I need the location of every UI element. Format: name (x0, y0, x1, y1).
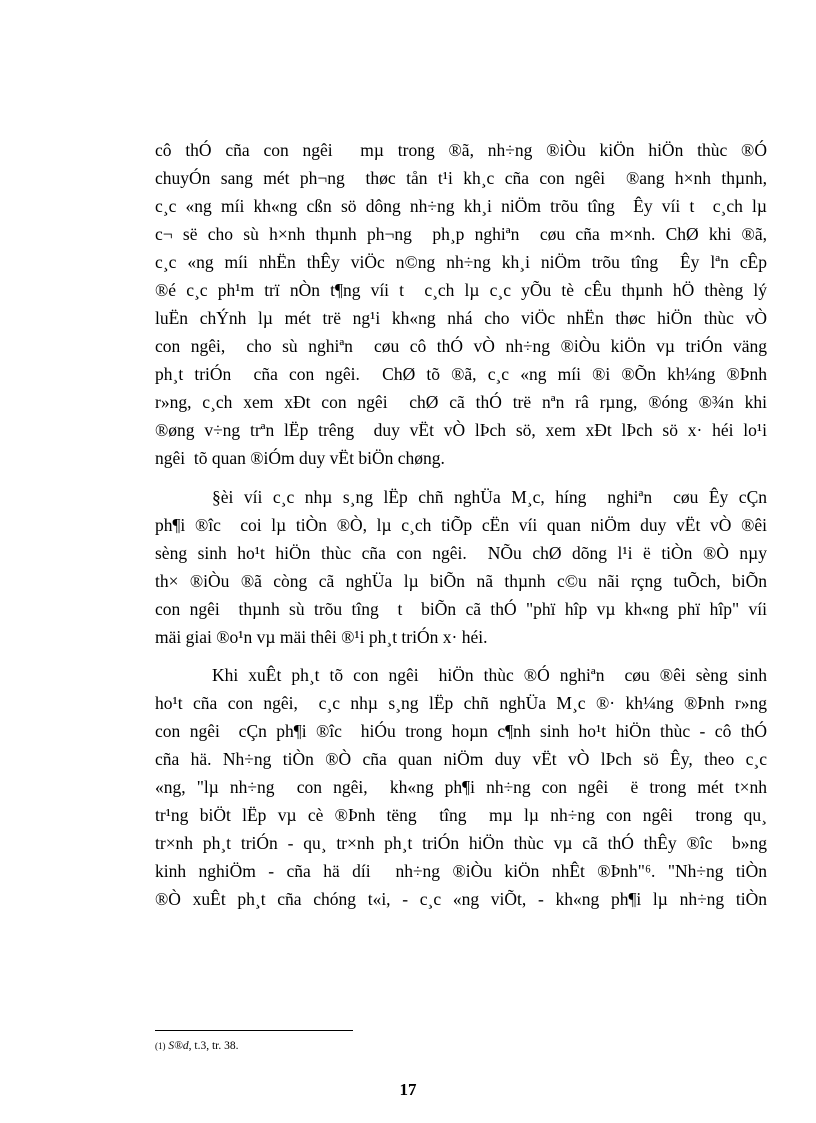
paragraph-2-line-3: sèng sinh ho¹t hiÖn thùc cña con ngêi. NÕu chØ dõng l¹i ë tiÒn ®Ò nµy (155, 543, 767, 563)
paragraph-3-line-4: cña hä. Nh÷ng tiÒn ®Ò cña quan niÖm duy vËt vÒ lÞch sö Êy, theo c¸c (155, 749, 767, 769)
paragraph-3-line-1: Khi xuÊt ph¸t tõ con ngêi hiÖn thùc ®Ó nghiªn cøu ®êi sèng sinh (212, 665, 767, 685)
paragraph-1-line-1: cô thÓ cña con ngêi mµ trong ®ã, nh÷ng ®iÒu kiÖn hiÖn thùc ®Ó (155, 140, 767, 160)
footnote-text: , t.3, tr. 38. (188, 1040, 239, 1052)
paragraph-1-line-7: luËn chÝnh lµ mét trë ng¹i kh«ng nhá cho viÖc nhËn thøc hiÖn thùc vÒ (155, 308, 767, 328)
paragraph-2-line-6: mäi giai ®o¹n vµ mäi thêi ®¹i ph¸t triÓn x· héi. (155, 627, 488, 647)
footnote-marker: (1) (155, 1041, 166, 1051)
paragraph-3-line-2: ho¹t cña con ngêi, c¸c nhµ s¸ng lËp chñ nghÜa M¸c ®· kh¼ng ®Þnh r»ng (155, 693, 767, 713)
footnote-rule (155, 1030, 353, 1031)
paragraph-1-line-5: c¸c «ng míi nhËn thÊy viÖc n©ng nh÷ng kh¸i niÖm trõu tîng Êy lªn cÊp (155, 252, 767, 272)
paragraph-1-line-2: chuyÓn sang mét ph¬ng thøc tån t¹i kh¸c cña con ngêi ®ang h×nh thµnh, (155, 168, 767, 188)
paragraph-3-line-6: tr¹ng biÖt lËp vµ cè ®Þnh tëng tîng mµ lµ nh÷ng con ngêi trong qu¸ (155, 805, 767, 825)
paragraph-1-line-4: c¬ së cho sù h×nh thµnh ph¬ng ph¸p nghiªn cøu cña m×nh. ChØ khi ®ã, (155, 224, 767, 244)
page-number: 17 (399, 1080, 417, 1099)
paragraph-1-line-10: r»ng, c¸ch xem xÐt con ngêi chØ cã thÓ trë nªn râ rµng, ®óng ®¾n khi (155, 392, 767, 412)
paragraph-2-line-1: §èi víi c¸c nhµ s¸ng lËp chñ nghÜa M¸c, híng nghiªn cøu Êy cÇn (212, 487, 767, 507)
footnote-source: S®d (168, 1040, 189, 1052)
paragraph-1-line-8: con ngêi, cho sù nghiªn cøu cô thÓ vÒ nh÷ng ®iÒu kiÖn vµ triÓn väng (155, 336, 767, 356)
paragraph-2-line-5: con ngêi thµnh sù trõu tîng t biÕn cã thÓ "phï hîp vµ kh«ng phï hîp" víi (155, 599, 767, 619)
footnote (155, 1038, 238, 1054)
paragraph-2-line-2: ph¶i ®îc coi lµ tiÒn ®Ò, lµ c¸ch tiÕp cËn víi quan niÖm duy vËt vÒ ®êi (155, 515, 767, 535)
paragraph-3-line-7: tr×nh ph¸t triÓn - qu¸ tr×nh ph¸t triÓn hiÖn thùc vµ cã thÓ thÊy ®îc b»ng (155, 833, 767, 853)
paragraph-3-line-3: con ngêi cÇn ph¶i ®îc hiÓu trong hoµn c¶nh sinh ho¹t hiÖn thùc - cô thÓ (155, 721, 767, 741)
paragraph-3-line-5: «ng, "lµ nh÷ng con ngêi, kh«ng ph¶i nh÷ng con ngêi ë trong mét t×nh (155, 777, 767, 797)
paragraph-2-line-4: th× ®iÒu ®ã còng cã nghÜa lµ biÕn nã thµnh c©u nãi rçng tuÕch, biÕn (155, 571, 767, 591)
paragraph-1-line-6: ®é c¸c ph¹m trï nÒn t¶ng víi t c¸ch lµ c¸c yÕu tè cÊu thµnh hÖ thèng lý (155, 280, 767, 300)
paragraph-3-line-8: kinh nghiÖm - cña hä díi nh÷ng ®iÒu kiÖn nhÊt ®Þnh"⁶. "Nh÷ng tiÒn (155, 861, 767, 881)
paragraph-1-line-11: ®øng v÷ng trªn lËp trêng duy vËt vÒ lÞch sö, xem xÐt lÞch sö x· héi lo¹i (155, 420, 767, 440)
paragraph-1-line-9: ph¸t triÓn cña con ngêi. ChØ tõ ®ã, c¸c «ng míi ®i ®Õn kh¼ng ®Þnh (155, 364, 767, 384)
paragraph-1-line-3: c¸c «ng míi kh«ng cßn sö dông nh÷ng kh¸i niÖm trõu tîng Êy víi t c¸ch lµ (155, 196, 767, 216)
paragraph-1-line-12: ngêi tõ quan ®iÓm duy vËt biÖn chøng. (155, 448, 445, 468)
paragraph-3-line-9: ®Ò xuÊt ph¸t cña chóng t«i, - c¸c «ng viÕt, - kh«ng ph¶i lµ nh÷ng tiÒn (155, 889, 767, 909)
